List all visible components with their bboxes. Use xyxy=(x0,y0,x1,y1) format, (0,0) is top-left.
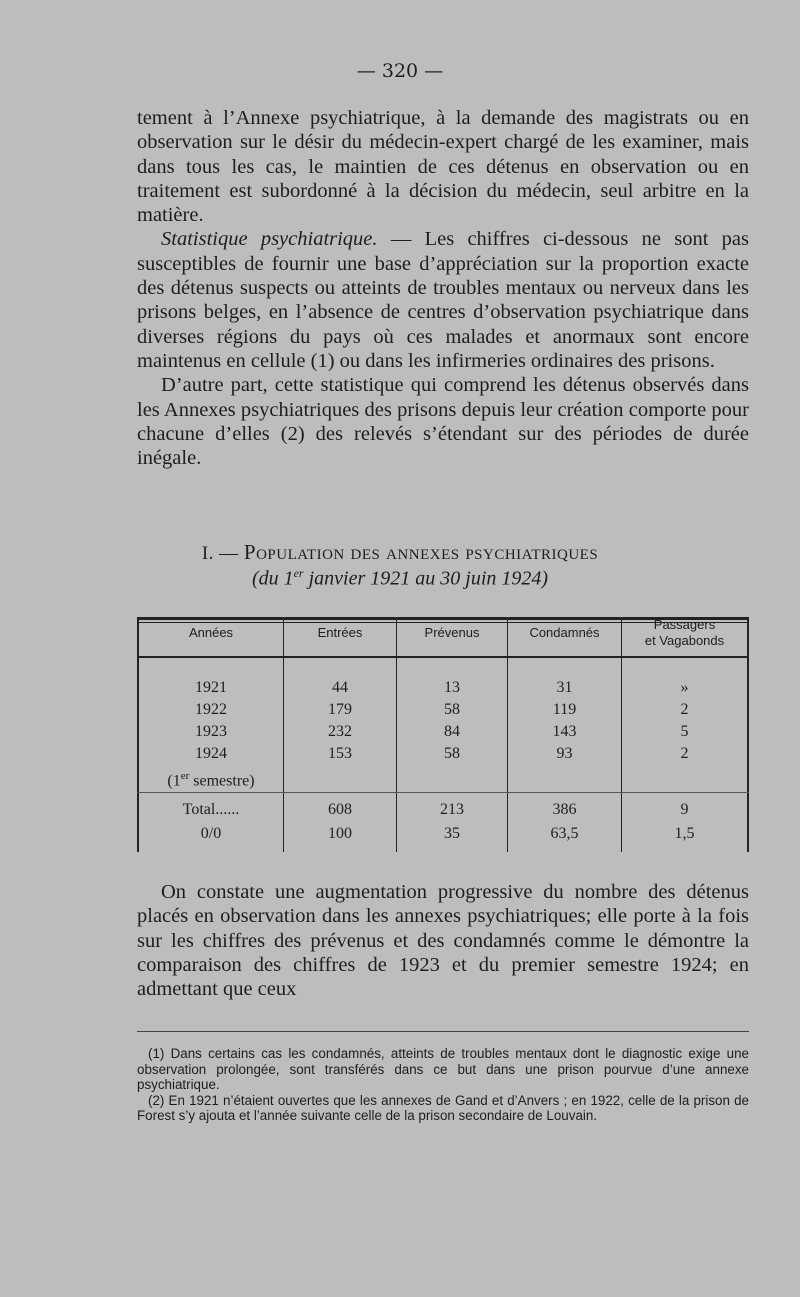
total-label: Total...... xyxy=(182,801,240,818)
semester-sup: er xyxy=(180,770,190,782)
cell-prevenus: 58 xyxy=(444,701,460,718)
paragraph-2 xyxy=(137,227,749,373)
header-entrees: Entrées xyxy=(317,625,363,640)
subtitle-part-a: (du 1 xyxy=(251,567,294,590)
table-number: I. — xyxy=(201,543,244,564)
body-text-bottom xyxy=(137,880,749,1001)
footnote-rule xyxy=(137,1031,749,1032)
header-vagabonds: et Vagabonds xyxy=(644,633,725,648)
table-title-text: Population des annexes psychiatriques xyxy=(243,540,599,564)
footnote-2: (2) En 1921 n’étaient ouvertes que les annexes de Gand et d’Anvers ; en 1922, celle de la prison de Forest s’y ajouta et l’année suivante celle de la prison secondaire de Louvain. xyxy=(137,1092,749,1123)
footnotes xyxy=(137,1046,749,1124)
cell-condamnes: 119 xyxy=(552,701,577,718)
pct-label: 0/0 xyxy=(200,825,222,842)
cell-passagers: 2 xyxy=(680,701,689,718)
cell-entrees: 44 xyxy=(332,679,348,696)
total-entrees: 608 xyxy=(328,801,352,818)
cell-year: 1922 xyxy=(195,701,227,718)
header-passagers: Passagers xyxy=(653,617,716,632)
cell-semester xyxy=(139,765,283,792)
header-annees: Années xyxy=(188,625,234,640)
paragraph-3: D’autre part, cette statistique qui comprend les détenus observés dans les Annexes psychiatriques des prisons depuis leur création comporte pour chacune d’elles (2) des relevés s’étendant sur des périodes de durée inégale. xyxy=(137,374,749,470)
section-heading: Statistique psychiatrique. xyxy=(161,228,378,251)
cell-condamnes: 143 xyxy=(552,723,577,740)
cell-entrees: 153 xyxy=(328,745,352,762)
cell-year: 1921 xyxy=(195,679,227,696)
total-condamnes: 386 xyxy=(552,801,577,818)
cell-entrees: 232 xyxy=(328,723,352,740)
paragraph-1: tement à l’Annexe psychiatrique, à la demande des magistrats ou en observation sur le désir du médecin-expert chargé de les examiner, mais dans tous les cas, le maintien de ces détenus en observation ou en traitement est subordonné à la décision du médecin, seul arbitre en la matière. xyxy=(137,107,749,227)
cell-prevenus: 13 xyxy=(444,679,460,696)
page-number: — 320 — xyxy=(356,60,444,82)
cell-year: 1924 xyxy=(195,745,227,762)
footnote-1: (1) Dans certains cas les condamnés, atteints de troubles mentaux dont le diagnostic exige une observation prolongée, sont transférés dans ce but dans une prison pourvue d’une annexe psychiatrique. xyxy=(137,1046,749,1092)
cell-condamnes: 93 xyxy=(556,745,573,762)
table-subtitle xyxy=(0,566,800,591)
paragraph-4: On constate une augmentation progressive du nombre des détenus placés en observation dans les annexes psychiatriques; elle porte à la fois sur les chiffres des prévenus et des condamnés comme le démontre la comparaison des chiffres de 1923 et du premier semestre 1924; en admettant que ceux xyxy=(137,881,749,1001)
cell-passagers: 2 xyxy=(680,745,689,762)
header-condamnes: Condamnés xyxy=(529,625,600,640)
total-prevenus: 213 xyxy=(440,801,464,818)
cell-prevenus: 84 xyxy=(444,723,460,740)
cell-passagers: 5 xyxy=(680,723,689,740)
semester-a: (1 xyxy=(167,772,181,790)
header-prevenus: Prévenus xyxy=(424,625,480,640)
table-title xyxy=(0,540,800,565)
body-text-top xyxy=(137,106,749,470)
semester-b: semestre) xyxy=(189,772,255,790)
subtitle-part-b: janvier 1921 au 30 juin 1924) xyxy=(303,567,549,590)
pct-condamnes: 63,5 xyxy=(550,825,579,842)
cell-year: 1923 xyxy=(195,723,227,740)
subtitle-sup: er xyxy=(293,566,304,580)
header-bottom-rule xyxy=(137,656,749,658)
pct-prevenus: 35 xyxy=(444,825,460,842)
cell-condamnes: 31 xyxy=(556,679,573,696)
cell-entrees: 179 xyxy=(328,701,352,718)
table-right-border xyxy=(747,620,749,852)
cell-prevenus: 58 xyxy=(444,745,460,762)
pct-entrees: 100 xyxy=(328,825,352,842)
total-passagers: 9 xyxy=(680,801,689,818)
pct-passagers: 1,5 xyxy=(674,825,695,842)
cell-passagers: » xyxy=(680,679,689,696)
paragraph-2-text: — Les chiffres ci-dessous ne sont pas susceptibles de fournir une base d’appréciation sur la proportion exacte des détenus suspects ou atteints de troubles mentaux ou nerveux dans les prisons belges, en l’absence de centres d’observation psychiatrique dans diverses régions du pays où ces malades et anormaux sont encore maintenus en cellule (1) ou dans les infirmeries ordinaires des prisons. xyxy=(137,228,749,372)
